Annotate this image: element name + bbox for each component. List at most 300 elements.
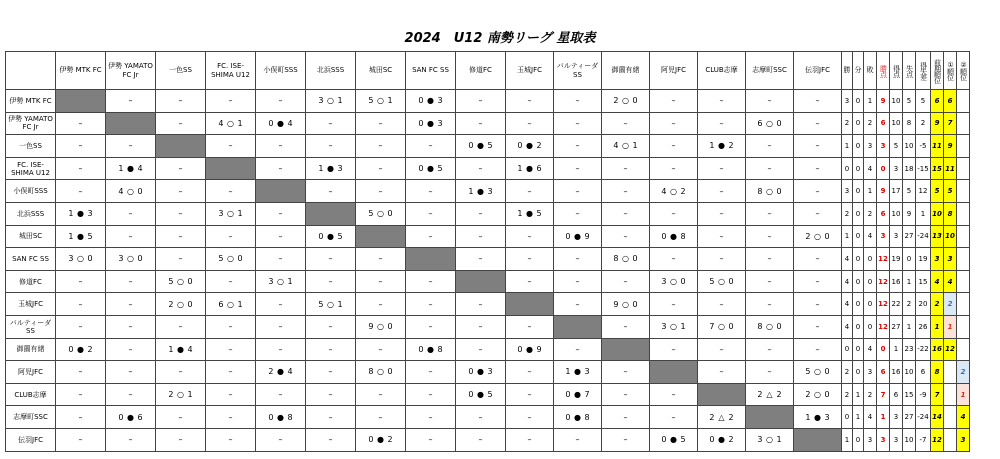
- match-result-cell: 1 ● 6: [506, 157, 554, 180]
- match-result-cell: –: [406, 225, 456, 248]
- match-result-cell: –: [698, 293, 746, 316]
- match-result-cell: –: [794, 90, 842, 113]
- match-result-cell: 5 ○ 0: [156, 270, 206, 293]
- match-result-cell: –: [106, 361, 156, 384]
- match-result-cell: –: [602, 180, 650, 203]
- rank-cell: [957, 180, 970, 203]
- match-result-cell: –: [456, 248, 506, 271]
- match-result-cell: –: [650, 135, 698, 158]
- match-result-cell: –: [794, 338, 842, 361]
- stat-cell: 27: [890, 315, 903, 338]
- stat-cell: 0: [853, 361, 864, 384]
- match-result-cell: –: [506, 112, 554, 135]
- self-match-cell: [56, 90, 106, 113]
- column-header-stat: 前期順位: [931, 52, 944, 90]
- row-team-name: SAN FC SS: [6, 248, 56, 271]
- table-row: [6, 248, 970, 271]
- stat-cell: 0: [853, 315, 864, 338]
- match-result-cell: –: [698, 112, 746, 135]
- match-result-cell: 0 ● 2: [356, 428, 406, 451]
- table-row: [6, 90, 970, 113]
- match-result-cell: –: [56, 428, 106, 451]
- row-team-name: 伊勢 YAMATO FC Jr: [6, 112, 56, 135]
- match-result-cell: –: [206, 270, 256, 293]
- stat-cell: 15: [916, 270, 931, 293]
- stat-cell: 0: [877, 338, 890, 361]
- self-match-cell: [746, 406, 794, 429]
- row-team-name: 玉城JFC: [6, 293, 56, 316]
- stat-cell: 10: [903, 361, 916, 384]
- stat-cell: 20: [916, 293, 931, 316]
- match-result-cell: –: [106, 270, 156, 293]
- stat-cell: -15: [916, 157, 931, 180]
- stat-cell: 4: [842, 270, 853, 293]
- stat-cell: 10: [890, 90, 903, 113]
- match-result-cell: 1 ● 4: [156, 338, 206, 361]
- match-result-cell: 1 ● 2: [698, 135, 746, 158]
- stat-cell: 0: [864, 270, 877, 293]
- match-result-cell: 3 ○ 1: [306, 90, 356, 113]
- match-result-cell: –: [256, 383, 306, 406]
- table-row: [6, 202, 970, 225]
- match-result-cell: 3 ○ 0: [106, 248, 156, 271]
- stat-cell: 3: [877, 225, 890, 248]
- match-result-cell: 0 ● 8: [554, 406, 602, 429]
- rank-cell: [957, 157, 970, 180]
- stat-cell: 12: [877, 270, 890, 293]
- match-result-cell: 1 ● 3: [56, 202, 106, 225]
- match-result-cell: 1 ● 4: [106, 157, 156, 180]
- match-result-cell: –: [156, 315, 206, 338]
- stat-cell: -24: [916, 406, 931, 429]
- match-result-cell: –: [456, 315, 506, 338]
- match-result-cell: –: [794, 112, 842, 135]
- stat-cell: 18: [903, 157, 916, 180]
- match-result-cell: 3 ○ 1: [206, 202, 256, 225]
- match-result-cell: –: [256, 338, 306, 361]
- row-team-name: 伝羽JFC: [6, 428, 56, 451]
- match-result-cell: 9 ○ 0: [356, 315, 406, 338]
- stat-cell: 3: [842, 180, 853, 203]
- self-match-cell: [650, 361, 698, 384]
- match-result-cell: –: [156, 406, 206, 429]
- row-team-name: 御薗有緒: [6, 338, 56, 361]
- stat-cell: 2: [903, 293, 916, 316]
- rank-cell: [957, 270, 970, 293]
- stat-cell: 4: [842, 248, 853, 271]
- match-result-cell: –: [794, 315, 842, 338]
- column-header-stat: ①順位: [944, 52, 957, 90]
- rank-cell: 1: [944, 315, 957, 338]
- match-result-cell: –: [256, 90, 306, 113]
- table-row: [6, 428, 970, 451]
- match-result-cell: –: [106, 428, 156, 451]
- rank-cell: 10: [944, 225, 957, 248]
- match-result-cell: –: [406, 315, 456, 338]
- stat-cell: 3: [864, 428, 877, 451]
- column-header-team: SAN FC SS: [406, 52, 456, 90]
- stat-cell: 12: [916, 180, 931, 203]
- rank-cell: 9: [931, 112, 944, 135]
- rank-cell: [944, 383, 957, 406]
- corner-cell: [6, 52, 56, 90]
- stat-cell: 0: [853, 338, 864, 361]
- match-result-cell: –: [506, 90, 554, 113]
- rank-cell: 12: [931, 428, 944, 451]
- match-result-cell: –: [206, 225, 256, 248]
- stat-cell: 5: [903, 90, 916, 113]
- match-result-cell: –: [306, 112, 356, 135]
- match-result-cell: 9 ○ 0: [602, 293, 650, 316]
- table-row: [6, 293, 970, 316]
- match-result-cell: –: [554, 248, 602, 271]
- match-result-cell: –: [746, 157, 794, 180]
- match-result-cell: –: [794, 202, 842, 225]
- column-header-stat: 勝点: [877, 52, 890, 90]
- match-result-cell: –: [746, 338, 794, 361]
- match-result-cell: –: [206, 90, 256, 113]
- match-result-cell: 0 ● 5: [456, 383, 506, 406]
- match-result-cell: 5 ○ 1: [306, 293, 356, 316]
- rank-cell: 4: [931, 270, 944, 293]
- self-match-cell: [602, 338, 650, 361]
- match-result-cell: –: [602, 383, 650, 406]
- stat-cell: 26: [916, 315, 931, 338]
- match-result-cell: –: [650, 248, 698, 271]
- column-header-team: 修道FC: [456, 52, 506, 90]
- match-result-cell: 2 ○ 0: [794, 383, 842, 406]
- match-result-cell: –: [306, 428, 356, 451]
- match-result-cell: –: [456, 202, 506, 225]
- rank-cell: [944, 428, 957, 451]
- match-result-cell: –: [156, 428, 206, 451]
- match-result-cell: –: [746, 248, 794, 271]
- match-result-cell: –: [106, 315, 156, 338]
- stat-cell: 3: [890, 225, 903, 248]
- match-result-cell: –: [206, 383, 256, 406]
- stat-cell: 0: [853, 428, 864, 451]
- column-header-team: 志摩町SSC: [746, 52, 794, 90]
- page-title: 2024 U12 南勢リーグ 星取表: [404, 31, 596, 46]
- match-result-cell: –: [698, 225, 746, 248]
- match-result-cell: –: [256, 135, 306, 158]
- match-result-cell: –: [698, 202, 746, 225]
- match-result-cell: 1 ● 5: [506, 202, 554, 225]
- match-result-cell: 8 ○ 0: [356, 361, 406, 384]
- match-result-cell: –: [406, 383, 456, 406]
- match-result-cell: –: [106, 135, 156, 158]
- match-result-cell: 0 ● 5: [650, 428, 698, 451]
- rank-cell: 1: [931, 315, 944, 338]
- match-result-cell: –: [650, 112, 698, 135]
- column-header-stat: 得点: [890, 52, 903, 90]
- match-result-cell: –: [156, 90, 206, 113]
- stat-cell: 3: [877, 135, 890, 158]
- match-result-cell: –: [106, 90, 156, 113]
- rank-cell: 1: [957, 383, 970, 406]
- match-result-cell: 0 ● 5: [306, 225, 356, 248]
- match-result-cell: –: [506, 406, 554, 429]
- match-result-cell: –: [156, 202, 206, 225]
- column-header-stat: ②順位: [957, 52, 970, 90]
- stat-cell: 2: [864, 202, 877, 225]
- table-row: [6, 361, 970, 384]
- stat-cell: 0: [853, 90, 864, 113]
- row-team-name: FC. ISE-SHIMA U12: [6, 157, 56, 180]
- match-result-cell: –: [56, 157, 106, 180]
- stat-cell: 2: [842, 361, 853, 384]
- stat-cell: 23: [903, 338, 916, 361]
- match-result-cell: –: [456, 428, 506, 451]
- stat-cell: 4: [842, 293, 853, 316]
- match-result-cell: 0 ● 3: [456, 361, 506, 384]
- match-result-cell: –: [106, 383, 156, 406]
- match-result-cell: –: [356, 338, 406, 361]
- row-team-name: 阿児JFC: [6, 361, 56, 384]
- stat-cell: 2: [842, 112, 853, 135]
- match-result-cell: –: [406, 293, 456, 316]
- match-result-cell: –: [306, 383, 356, 406]
- match-result-cell: –: [506, 361, 554, 384]
- stat-cell: 1: [853, 383, 864, 406]
- stat-cell: 7: [877, 383, 890, 406]
- stat-cell: 3: [864, 135, 877, 158]
- rank-cell: [957, 338, 970, 361]
- row-team-name: 修道FC: [6, 270, 56, 293]
- match-result-cell: –: [356, 383, 406, 406]
- rank-cell: 5: [944, 180, 957, 203]
- match-result-cell: –: [746, 202, 794, 225]
- match-result-cell: –: [698, 90, 746, 113]
- match-result-cell: –: [406, 406, 456, 429]
- stat-cell: 6: [890, 383, 903, 406]
- match-result-cell: –: [650, 383, 698, 406]
- match-result-cell: –: [56, 293, 106, 316]
- match-result-cell: 1 ● 3: [306, 157, 356, 180]
- stat-cell: -9: [916, 383, 931, 406]
- stat-cell: 15: [903, 383, 916, 406]
- stat-cell: 17: [890, 180, 903, 203]
- rank-cell: [957, 293, 970, 316]
- match-result-cell: –: [698, 157, 746, 180]
- stat-cell: 6: [877, 361, 890, 384]
- match-result-cell: 0 ● 2: [56, 338, 106, 361]
- standings-table: [5, 51, 970, 452]
- stat-cell: 12: [877, 248, 890, 271]
- stat-cell: 4: [842, 315, 853, 338]
- match-result-cell: –: [794, 293, 842, 316]
- column-header-team: バルティーダSS: [554, 52, 602, 90]
- stat-cell: 16: [890, 270, 903, 293]
- match-result-cell: –: [746, 293, 794, 316]
- match-result-cell: 2 △ 2: [746, 383, 794, 406]
- table-row: [6, 157, 970, 180]
- table-row: [6, 315, 970, 338]
- match-result-cell: –: [256, 202, 306, 225]
- match-result-cell: –: [156, 361, 206, 384]
- stat-cell: 1: [903, 315, 916, 338]
- match-result-cell: –: [602, 315, 650, 338]
- match-result-cell: 4 ○ 1: [602, 135, 650, 158]
- match-result-cell: –: [56, 406, 106, 429]
- match-result-cell: –: [602, 428, 650, 451]
- match-result-cell: –: [56, 383, 106, 406]
- stat-cell: 12: [877, 293, 890, 316]
- rank-cell: 2: [957, 361, 970, 384]
- match-result-cell: –: [206, 338, 256, 361]
- match-result-cell: –: [256, 428, 306, 451]
- rank-cell: [957, 315, 970, 338]
- match-result-cell: –: [356, 406, 406, 429]
- match-result-cell: 3 ○ 1: [746, 428, 794, 451]
- stat-cell: 5: [903, 180, 916, 203]
- match-result-cell: 8 ○ 0: [602, 248, 650, 271]
- row-team-name: 伊勢 MTK FC: [6, 90, 56, 113]
- stat-cell: 0: [853, 248, 864, 271]
- row-team-name: CLUB志摩: [6, 383, 56, 406]
- stat-cell: 0: [864, 315, 877, 338]
- rank-cell: 6: [944, 90, 957, 113]
- stat-cell: 0: [853, 112, 864, 135]
- stat-cell: 0: [853, 135, 864, 158]
- match-result-cell: –: [554, 428, 602, 451]
- stat-cell: 9: [877, 180, 890, 203]
- self-match-cell: [794, 428, 842, 451]
- match-result-cell: 5 ○ 0: [356, 202, 406, 225]
- match-result-cell: 0 ● 3: [406, 90, 456, 113]
- match-result-cell: –: [456, 157, 506, 180]
- stat-cell: 1: [903, 270, 916, 293]
- match-result-cell: 3 ○ 0: [56, 248, 106, 271]
- stat-cell: 0: [864, 293, 877, 316]
- match-result-cell: 5 ○ 0: [206, 248, 256, 271]
- stat-cell: 6: [877, 202, 890, 225]
- match-result-cell: –: [456, 406, 506, 429]
- match-result-cell: –: [206, 315, 256, 338]
- match-result-cell: –: [256, 225, 306, 248]
- stat-cell: 6: [877, 112, 890, 135]
- match-result-cell: –: [794, 248, 842, 271]
- rank-cell: [944, 406, 957, 429]
- stat-cell: 1: [842, 135, 853, 158]
- stat-cell: 8: [903, 112, 916, 135]
- stat-cell: 0: [853, 180, 864, 203]
- match-result-cell: –: [356, 270, 406, 293]
- match-result-cell: –: [406, 361, 456, 384]
- match-result-cell: 2 ○ 0: [602, 90, 650, 113]
- stat-cell: 0: [853, 293, 864, 316]
- stat-cell: -22: [916, 338, 931, 361]
- stat-cell: 0: [842, 406, 853, 429]
- stat-cell: 10: [903, 135, 916, 158]
- match-result-cell: –: [306, 270, 356, 293]
- rank-cell: 14: [931, 406, 944, 429]
- match-result-cell: –: [56, 361, 106, 384]
- match-result-cell: –: [456, 112, 506, 135]
- match-result-cell: –: [794, 270, 842, 293]
- row-team-name: 志摩町SSC: [6, 406, 56, 429]
- column-header-team: 伊勢 YAMATO FC Jr: [106, 52, 156, 90]
- stat-cell: 19: [890, 248, 903, 271]
- match-result-cell: –: [506, 180, 554, 203]
- rank-cell: 4: [957, 406, 970, 429]
- rank-cell: 7: [931, 383, 944, 406]
- match-result-cell: –: [356, 293, 406, 316]
- match-result-cell: 2 ● 4: [256, 361, 306, 384]
- match-result-cell: –: [602, 202, 650, 225]
- match-result-cell: –: [506, 428, 554, 451]
- self-match-cell: [256, 180, 306, 203]
- match-result-cell: –: [456, 225, 506, 248]
- match-result-cell: 2 ○ 0: [794, 225, 842, 248]
- match-result-cell: –: [206, 361, 256, 384]
- rank-cell: 4: [944, 270, 957, 293]
- match-result-cell: –: [56, 135, 106, 158]
- match-result-cell: –: [554, 112, 602, 135]
- match-result-cell: –: [746, 361, 794, 384]
- column-header-team: 伝羽JFC: [794, 52, 842, 90]
- column-header-stat: 分: [853, 52, 864, 90]
- stat-cell: 9: [903, 202, 916, 225]
- match-result-cell: –: [106, 202, 156, 225]
- match-result-cell: –: [456, 90, 506, 113]
- match-result-cell: –: [554, 338, 602, 361]
- rank-cell: [957, 90, 970, 113]
- stat-cell: 6: [916, 361, 931, 384]
- match-result-cell: 4 ○ 0: [106, 180, 156, 203]
- column-header-team: FC. ISE-SHIMA U12: [206, 52, 256, 90]
- match-result-cell: –: [306, 338, 356, 361]
- match-result-cell: –: [506, 315, 554, 338]
- match-result-cell: 8 ○ 0: [746, 180, 794, 203]
- column-header-stat: 敗: [864, 52, 877, 90]
- stat-cell: 0: [842, 338, 853, 361]
- match-result-cell: 5 ○ 1: [356, 90, 406, 113]
- rank-cell: [957, 112, 970, 135]
- stat-cell: -7: [916, 428, 931, 451]
- match-result-cell: 8 ○ 0: [746, 315, 794, 338]
- match-result-cell: –: [156, 225, 206, 248]
- self-match-cell: [554, 315, 602, 338]
- stat-cell: 22: [890, 293, 903, 316]
- match-result-cell: –: [506, 383, 554, 406]
- match-result-cell: –: [406, 202, 456, 225]
- rank-cell: 3: [931, 248, 944, 271]
- match-result-cell: –: [306, 248, 356, 271]
- rank-cell: 15: [931, 157, 944, 180]
- match-result-cell: –: [106, 225, 156, 248]
- match-result-cell: –: [356, 135, 406, 158]
- match-result-cell: –: [406, 270, 456, 293]
- match-result-cell: –: [554, 202, 602, 225]
- match-result-cell: 4 ○ 1: [206, 112, 256, 135]
- match-result-cell: –: [156, 112, 206, 135]
- rank-cell: [957, 202, 970, 225]
- stat-cell: 27: [903, 225, 916, 248]
- stat-cell: 1: [842, 225, 853, 248]
- match-result-cell: 3 ○ 1: [650, 315, 698, 338]
- match-result-cell: –: [554, 135, 602, 158]
- match-result-cell: –: [206, 135, 256, 158]
- stat-cell: 19: [916, 248, 931, 271]
- match-result-cell: –: [156, 180, 206, 203]
- row-team-name: バルティーダSS: [6, 315, 56, 338]
- rank-cell: [957, 135, 970, 158]
- match-result-cell: 0 ● 9: [554, 225, 602, 248]
- column-header-team: 城田SC: [356, 52, 406, 90]
- match-result-cell: –: [356, 112, 406, 135]
- table-row: [6, 406, 970, 429]
